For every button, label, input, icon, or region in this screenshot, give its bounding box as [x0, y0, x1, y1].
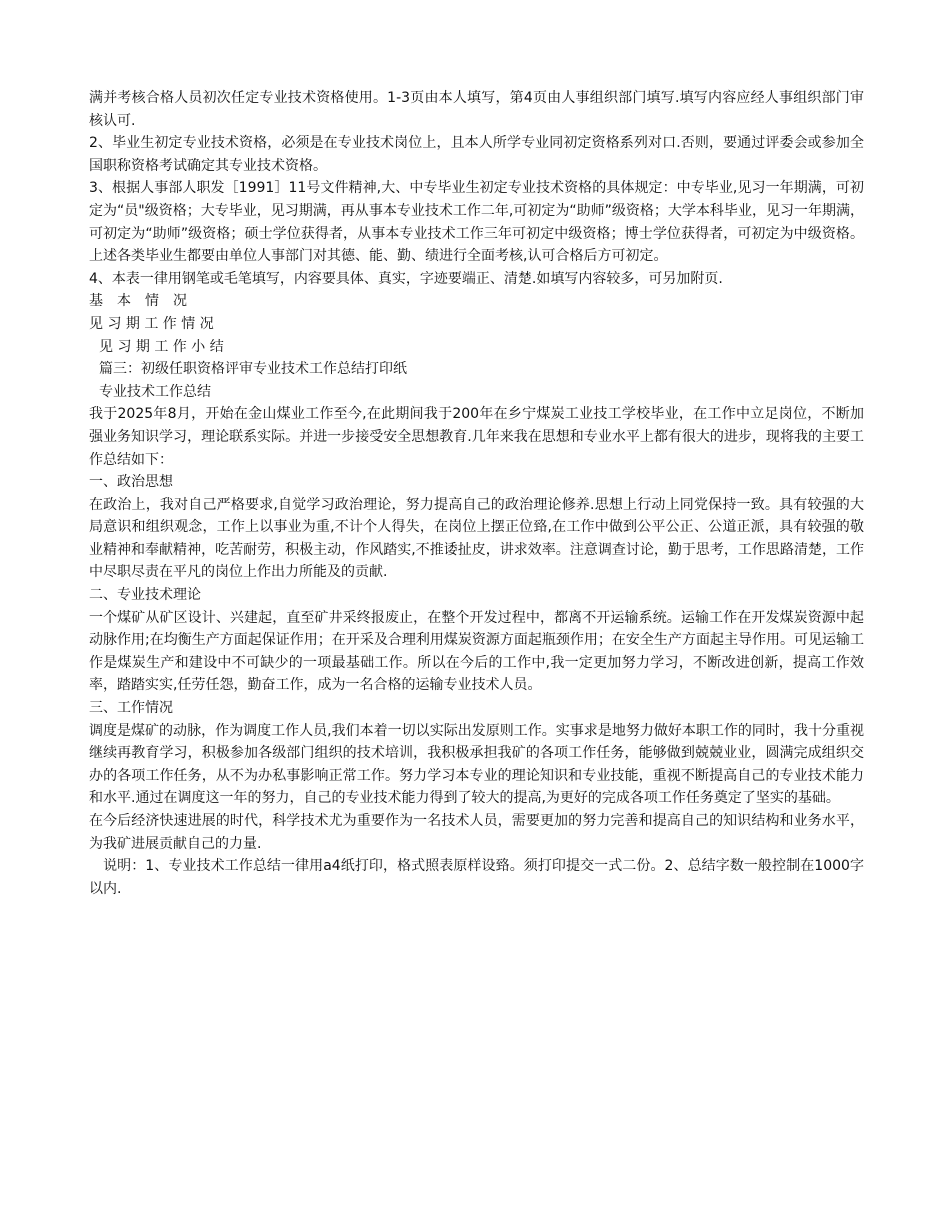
paragraph-note-2: 2、毕业生初定专业技术资格，必须是在专业技术岗位上，且本人所学专业同初定资格系列对口.否则，要通过评委会或参加全国职称资格考试确定其专业技术资格。: [89, 135, 864, 174]
document-page: [89, 87, 864, 900]
paragraph-intro: 满并考核合格人员初次任定专业技术资格使用。1-3页由本人填写，第4页由人事组织部门填写.填写内容应经人事组织部门审核认可.: [89, 90, 864, 129]
paragraph-opening: 我于2025年8月，开始在金山煤业工作至今,在此期间我于200年在乡宁煤炭工业技工学校毕业，在工作中立足岗位，不断加强业务知识学习，理论联系实际。并进一步接受安全思想教育.几年来我在思想和专业水平上都有很大的进步，现将我的主要工作总结如下：: [89, 406, 864, 468]
paragraph-work: 调度是煤矿的动脉，作为调度工作人员,我们本着一切以实际出发原则工作。实事求是地努力做好本职工作的同时，我十分重视继续再教育学习，积极参加各级部门组织的技术培训，我积极承担我矿的各项工作任务，能够做到兢兢业业，圆满完成组织交办的各项工作任务，从不为办私事影响正常工作。努力学习本专业的理论知识和专业技能，重视不断提高自己的专业技术能力和水平.通过在调度这一年的努力，自己的专业技术能力得到了较大的提高,为更好的完成各项工作任务奠定了坚实的基础。: [89, 722, 864, 807]
section-basic-info: 基 本 情 况: [89, 293, 187, 310]
paragraph-future: 在今后经济快速进展的时代，科学技术尤为重要作为一名技术人员，需要更加的努力完善和提高自己的知识结构和业务水平，为我矿进展贡献自己的力量.: [89, 813, 864, 852]
paragraph-note-3: 3、根据人事部人职发［1991］11号文件精神,大、中专毕业生初定专业技术资格的具体规定：中专毕业,见习一年期满，可初定为“员"级资格；大专毕业，见习期满，再从事本专业技术工作二年,可初定为“助师”级资格；大学本科毕业，见习一年期满，可初定为“助师”级资格；硕士学位获得者，从事本专业技术工作三年可初定中级资格；博士学位获得者，可初定为中级资格。上述各类毕业生都要由单位人事部门对其德、能、勤、绩进行全面考核,认可合格后方可初定。: [89, 180, 864, 265]
section-probation-summary: 见 习 期 工 作 小 结: [99, 338, 224, 355]
section-probation-work: 见 习 期 工 作 情 况: [89, 315, 214, 332]
paragraph-theory: 一个煤矿从矿区设计、兴建起，直至矿井采终报废止，在整个开发过程中，都离不开运输系统。运输工作在开发煤炭资源中起动脉作用;在均衡生产方面起保证作用；在开采及合理利用煤炭资源方面起瓶颈作用；在安全生产方面起主导作用。可见运输工作是煤炭生产和建设中不可缺少的一项最基础工作。所以在今后的工作中,我一定更加努力学习，不断改进创新，提高工作效率，踏踏实实,任劳任怨，勤奋工作，成为一名合格的运输专业技术人员。: [89, 609, 864, 694]
paragraph-note-4: 4、本表一律用钢笔或毛笔填写，内容要具体、真实，字迹要端正、清楚.如填写内容较多，可另加附页.: [89, 270, 723, 287]
heading-theory: 二、专业技术理论: [89, 587, 201, 604]
heading-work: 三、工作情况: [89, 700, 173, 717]
summary-title: 专业技术工作总结: [99, 383, 211, 400]
paragraph-politics: 在政治上，我对自己严格要求,自觉学习政治理论，努力提高自己的政治理论修养.思想上行动上同党保持一致。具有较强的大局意识和组织观念，工作上以事业为重,不计个人得失，在岗位上摆正位臵,在工作中做到公平公正、公道正派，具有较强的敬业精神和奉献精神，吃苦耐劳，积极主动，作风踏实,不推诿扯皮，讲求效率。注意调查讨论，勤于思考，工作思路清楚，工作中尽职尽责在平凡的岗位上作出力所能及的贡献.: [89, 496, 864, 581]
chapter-title: 篇三：初级任职资格评审专业技术工作总结打印纸: [99, 361, 407, 378]
heading-politics: 一、政治思想: [89, 474, 173, 491]
paragraph-instructions: 说明：1、专业技术工作总结一律用a4纸打印，格式照表原样设臵。须打印提交一式二份。2、总结字数一般控制在1000字以内.: [89, 858, 864, 897]
